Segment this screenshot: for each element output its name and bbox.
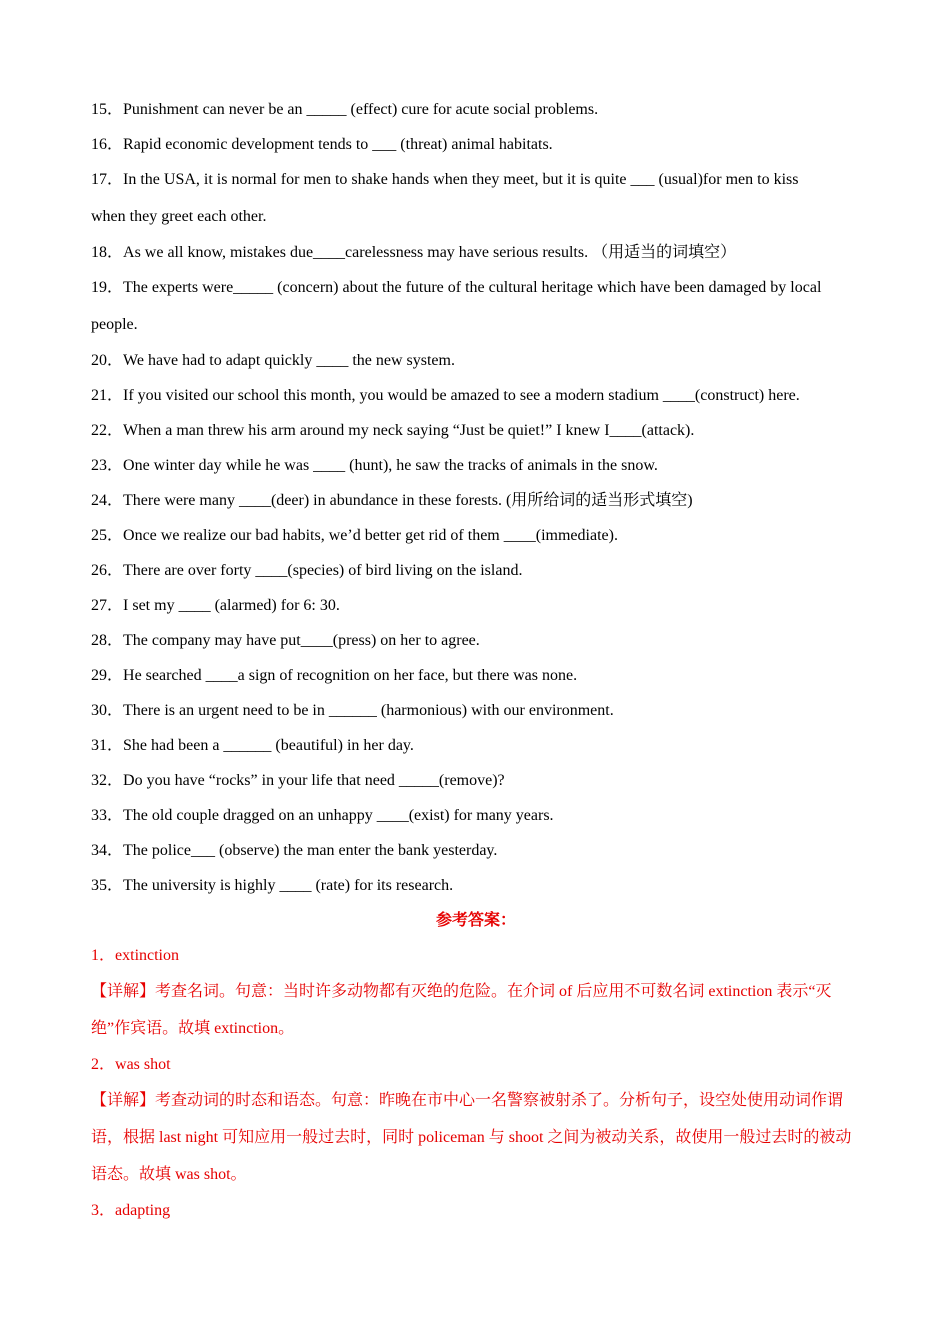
question-number: 23． <box>91 457 124 474</box>
question-number: 17． <box>91 171 124 188</box>
question-15 <box>91 92 861 127</box>
question-number: 34． <box>91 842 124 859</box>
detail-label: 【详解】 <box>91 983 156 1000</box>
question-23 <box>91 448 861 483</box>
question-24 <box>91 483 861 518</box>
detail-label: 【详解】 <box>91 1092 156 1109</box>
answer-2-detail <box>91 1082 861 1193</box>
question-17 <box>91 161 836 235</box>
answer-1 <box>91 938 861 973</box>
answer-number: 3． <box>91 1202 116 1219</box>
question-text: If you visited our school this month, you would be amazed to see a modern stadium ____(construct) here. <box>123 387 800 404</box>
question-text: Once we realize our bad habits, we’d better get rid of them ____(immediate). <box>123 527 618 544</box>
question-33 <box>91 798 861 833</box>
question-text: There is an urgent need to be in ______ (harmonious) with our environment. <box>123 702 614 719</box>
question-text: Punishment can never be an _____ (effect) cure for acute social problems. <box>123 101 599 118</box>
question-text: In the USA, it is normal for men to shake hands when they meet, but it is quite ___ (usual)for men to kiss when they greet each other. <box>91 171 799 225</box>
document-page <box>91 92 861 1228</box>
question-text: The police___ (observe) the man enter the bank yesterday. <box>123 842 498 859</box>
question-number: 31． <box>91 737 124 754</box>
question-text: The company may have put____(press) on her to agree. <box>123 632 480 649</box>
answer-2 <box>91 1047 861 1082</box>
question-22 <box>91 413 861 448</box>
question-32 <box>91 763 861 798</box>
question-text: Rapid economic development tends to ___ (threat) animal habitats. <box>123 136 553 153</box>
detail-text: 考查动词的时态和语态。句意：昨晚在市中心一名警察被射杀了。分析句子，设空处使用动词作谓语，根据 last night 可知应用一般过去时，同时 policeman 与 shoot 之间为被动关系，故使用一般过去时的被动语态。故填 was shot。 <box>91 1092 852 1183</box>
question-text: There were many ____(deer) in abundance in these forests. (用所给词的适当形式填空) <box>123 492 693 509</box>
question-text: Do you have “rocks” in your life that need _____(remove)? <box>123 772 505 789</box>
question-number: 20． <box>91 352 124 369</box>
question-number: 18． <box>91 244 124 261</box>
answer-text: adapting <box>115 1202 171 1219</box>
detail-text: 考查名词。句意：当时许多动物都有灭绝的危险。在介词 of 后应用不可数名词 extinction 表示“灭绝”作宾语。故填 extinction。 <box>91 983 832 1037</box>
question-number: 21． <box>91 387 124 404</box>
question-text: There are over forty ____(species) of bird living on the island. <box>123 562 523 579</box>
question-number: 35． <box>91 877 124 894</box>
question-27 <box>91 588 861 623</box>
question-number: 25． <box>91 527 124 544</box>
answer-text: extinction <box>115 947 179 964</box>
question-20 <box>91 343 861 378</box>
question-number: 32． <box>91 772 124 789</box>
question-number: 33． <box>91 807 124 824</box>
question-text: The old couple dragged on an unhappy ____(exist) for many years. <box>123 807 554 824</box>
answer-number: 1． <box>91 947 116 964</box>
answer-1-detail <box>91 973 861 1047</box>
answer-text: was shot <box>115 1056 171 1073</box>
question-text: When a man threw his arm around my neck saying “Just be quiet!” I knew I____(attack). <box>123 422 695 439</box>
question-number: 30． <box>91 702 124 719</box>
question-number: 16． <box>91 136 124 153</box>
question-number: 27． <box>91 597 124 614</box>
question-34 <box>91 833 861 868</box>
question-31 <box>91 728 861 763</box>
question-text: He searched ____a sign of recognition on her face, but there was none. <box>123 667 578 684</box>
question-16 <box>91 127 861 162</box>
question-26 <box>91 553 861 588</box>
question-18 <box>91 235 861 270</box>
question-number: 19． <box>91 279 124 296</box>
question-25 <box>91 518 861 553</box>
question-text: She had been a ______ (beautiful) in her day. <box>123 737 414 754</box>
question-35 <box>91 868 861 903</box>
answer-3 <box>91 1193 861 1228</box>
question-text: I set my ____ (alarmed) for 6: 30. <box>123 597 340 614</box>
question-number: 28． <box>91 632 124 649</box>
question-19 <box>91 269 861 343</box>
question-number: 29． <box>91 667 124 684</box>
question-21 <box>91 378 861 413</box>
question-30 <box>91 693 861 728</box>
question-number: 15． <box>91 101 124 118</box>
question-29 <box>91 658 861 693</box>
question-number: 26． <box>91 562 124 579</box>
question-text: We have had to adapt quickly ____ the new system. <box>123 352 455 369</box>
question-number: 22． <box>91 422 124 439</box>
question-text: The experts were_____ (concern) about the future of the cultural heritage which have been damaged by local people. <box>91 279 822 333</box>
answer-number: 2． <box>91 1056 116 1073</box>
question-text: One winter day while he was ____ (hunt), he saw the tracks of animals in the snow. <box>123 457 658 474</box>
question-text: As we all know, mistakes due____carelessness may have serious results. （用适当的词填空） <box>123 244 737 261</box>
answers-heading: 参考答案： <box>435 912 516 929</box>
question-text: The university is highly ____ (rate) for its research. <box>123 877 454 894</box>
question-number: 24． <box>91 492 124 509</box>
question-28 <box>91 623 861 658</box>
